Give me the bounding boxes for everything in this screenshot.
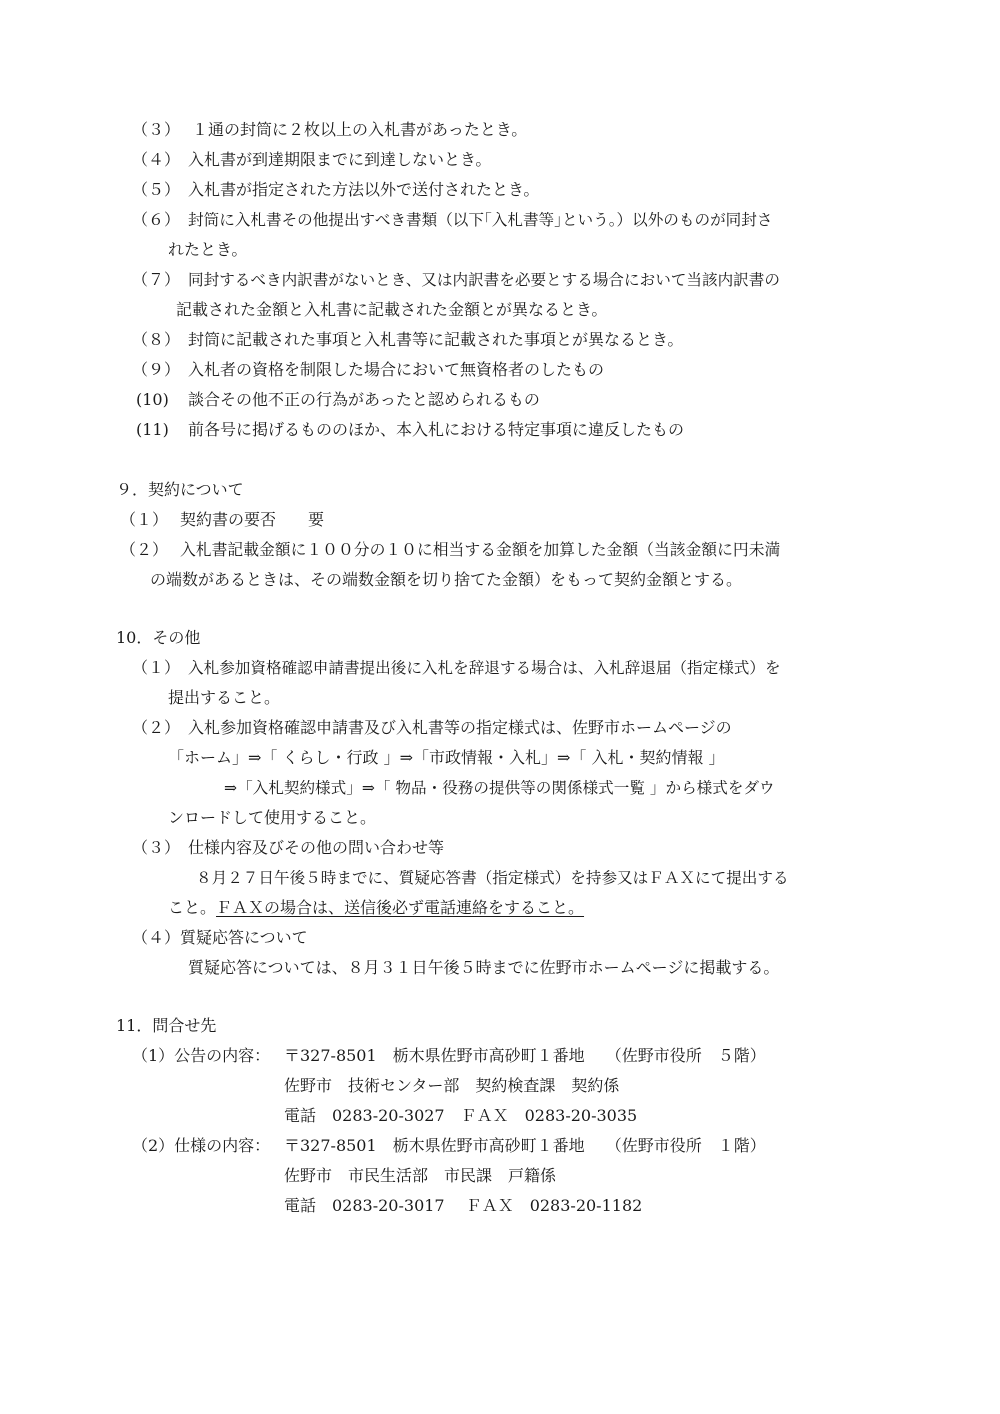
item-7-number: （７）: [132, 270, 181, 289]
item-6-text-line2: れたとき。: [168, 240, 248, 259]
section-10-item-3-text-line3: [168, 898, 584, 918]
section-10-item-4-text: 質疑応答については、８月３１日午後５時までに佐野市ホームページに掲載する。: [188, 958, 780, 977]
item-8-text: 封筒に記載された事項と入札書等に記載された事項とが異なるとき。: [188, 330, 684, 349]
section-9-item-1-text: 契約書の要否 要: [180, 510, 325, 529]
section-10-item-3-text-line2: ８月２７日午後５時までに、質疑応答書（指定様式）を持参又はＦＡＸにて提出する: [196, 869, 789, 887]
contact-2-address: 〒327-8501 栃木県佐野市高砂町１番地 （佐野市役所 １階）: [284, 1136, 766, 1155]
item-6-number: （６）: [132, 210, 181, 229]
section-9-heading: ９．契約について: [116, 480, 244, 499]
item-9-text: 入札者の資格を制限した場合において無資格者のしたもの: [188, 360, 605, 379]
section-10-item-2-text-line1: 入札参加資格確認申請書及び入札書等の指定様式は、佐野市ホームページの: [188, 718, 732, 737]
item-4-number: （４）: [132, 150, 181, 169]
contact-1-address: 〒327-8501 栃木県佐野市高砂町１番地 （佐野市役所 ５階）: [284, 1046, 766, 1065]
item-7-text-line1: 同封するべき内訳書がないとき、又は内訳書を必要とする場合において当該内訳書の: [188, 271, 780, 289]
contact-1-phone-fax: 電話 0283-20-3027 ＦＡＸ 0283-20-3035: [284, 1106, 638, 1125]
contact-1-department: 佐野市 技術センター部 契約検査課 契約係: [284, 1076, 620, 1095]
item-3-number: （３）: [132, 120, 181, 139]
item-6-text-line1: 封筒に入札書その他提出すべき書類（以下｢入札書等｣という。）以外のものが同封さ: [188, 211, 773, 229]
section-10-item-1-text-line2: 提出すること。: [168, 688, 281, 707]
section-10-item-4-heading: （４）質疑応答について: [132, 928, 308, 947]
item-10-number: (10): [136, 390, 169, 409]
section-9-item-2-number: （２）: [120, 540, 169, 559]
contact-2-label: （2）仕様の内容：: [132, 1136, 271, 1155]
item-8-number: （８）: [132, 330, 181, 349]
item-11-text: 前各号に掲げるもののほか、本入札における特定事項に違反したもの: [188, 420, 685, 439]
section-10-item-1-text-line1: 入札参加資格確認申請書提出後に入札を辞退する場合は、入札辞退届（指定様式）を: [188, 659, 781, 677]
contact-1-label: （1）公告の内容：: [132, 1046, 271, 1065]
section-10-item-1-number: （１）: [132, 658, 181, 677]
section-10-item-2-text-line4: ンロードして使用すること。: [168, 808, 377, 827]
item-5-number: （５）: [132, 180, 181, 199]
fax-notice-underlined: ＦＡＸの場合は、送信後必ず電話連絡をすること。: [216, 898, 585, 917]
fax-notice-prefix: こと。: [168, 898, 217, 917]
section-9-item-1-number: （１）: [120, 510, 169, 529]
item-7-text-line2: 記載された金額と入札書に記載された金額とが異なるとき。: [176, 300, 608, 319]
item-3-text: １通の封筒に２枚以上の入札書があったとき。: [192, 120, 528, 139]
item-10-text: 談合その他不正の行為があったと認められるもの: [188, 390, 540, 409]
section-9-item-2-text-line2: の端数があるときは、その端数金額を切り捨てた金額）をもって契約金額とする。: [150, 570, 743, 589]
section-10-item-3-number: （３）: [132, 838, 181, 857]
section-9-item-2-text-line1: 入札書記載金額に１００分の１０に相当する金額を加算した金額（当該金額に円未満: [180, 540, 781, 559]
item-5-text: 入札書が指定された方法以外で送付されたとき。: [188, 180, 540, 199]
section-10-item-3-text-line1: 仕様内容及びその他の問い合わせ等: [188, 838, 445, 857]
section-11-heading: 11．問合せ先: [116, 1016, 217, 1035]
item-9-number: （９）: [132, 360, 181, 379]
item-11-number: (11): [136, 420, 169, 439]
section-10-item-2-menu-path-line2: ⇒「入札契約様式」⇒「 物品・役務の提供等の関係様式一覧 」から様式をダウ: [224, 779, 775, 797]
contact-2-department: 佐野市 市民生活部 市民課 戸籍係: [284, 1166, 557, 1185]
section-10-item-2-menu-path-line1: 「ホーム」⇒「 くらし・行政 」⇒「市政情報・入札」⇒「 入札・契約情報 」: [168, 748, 725, 767]
section-10-heading: 10．その他: [116, 628, 201, 647]
contact-2-phone-fax: 電話 0283-20-3017 ＦＡＸ 0283-20-1182: [284, 1196, 643, 1215]
item-4-text: 入札書が到達期限までに到達しないとき。: [188, 150, 492, 169]
section-10-item-2-number: （２）: [132, 718, 181, 737]
